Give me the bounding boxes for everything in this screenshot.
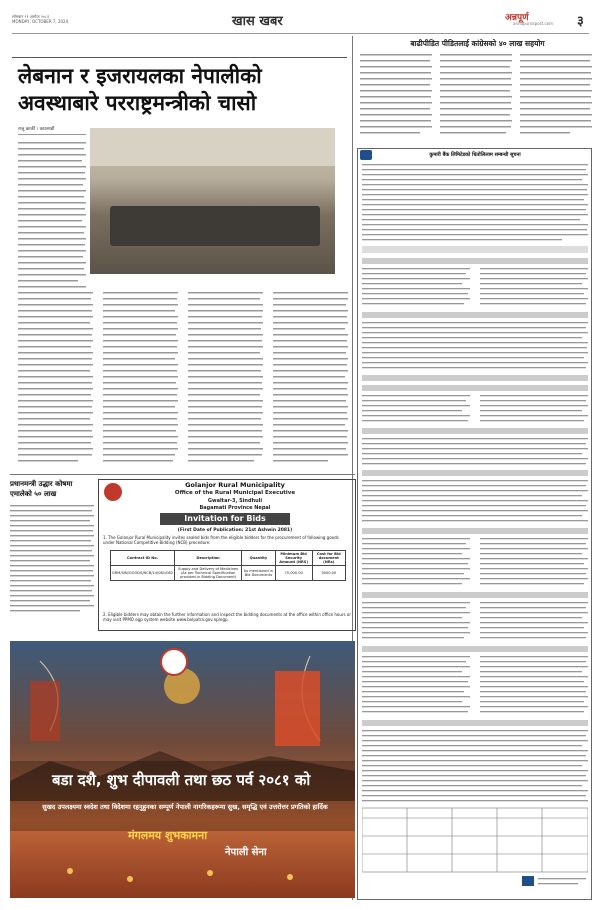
section-title: खास खबर (232, 14, 283, 29)
cell-cost: 3000.00 (312, 566, 345, 581)
short-headline: प्रधानमन्त्री उद्धार कोषमा एमालेको ५० लाख (10, 480, 73, 498)
notice-title: कुमारी बैंक लिमिटेडको धितोलिलाम सम्बन्धी सूचना (429, 152, 521, 158)
col-contract-id: Contract ID No. (111, 551, 175, 566)
ad-line2: सुखद उपलक्ष्यमा स्वदेश तथा विदेशमा रहनुहुनका सम्पूर्ण नेपाली नागरिकहरूमा सुख, समृद्धि एवं उत्तरोत्तर प्रगतिको हार्दिक (42, 803, 328, 811)
notice-body (362, 162, 588, 897)
lead-body-cols (18, 290, 348, 470)
divider (12, 57, 347, 58)
bid-table (110, 550, 346, 581)
cell-bid-security: 70,000.00 (275, 566, 312, 581)
table-row (111, 566, 346, 581)
army-emblem-icon (160, 648, 188, 676)
publication-date: (First Date of Publication: 21st Ashwin 2081) (177, 528, 293, 533)
ad-line4: नेपाली सेना (225, 847, 267, 858)
office-name: Office of the Rural Municipal Executive (174, 490, 296, 496)
municipality-name: Golanjor Rural Municipality (185, 481, 285, 489)
bid-para2: 2. Eligible bidders may obtain the further information and inspect the bidding documents at the office within office hours or may visit PPMO egp system website www.bolpatra.gov.np/egp. (103, 612, 351, 623)
address: Gwaltar-3, Sindhuli (207, 498, 263, 504)
cell-description: Supply and Delivery of Medicines (As per Technical Specification provided in Bidding Document) (175, 566, 242, 581)
province: Bagamati Province Nepal (199, 505, 271, 511)
col-bid-security: Minimum Bid Security Amount (NRS) (275, 551, 312, 566)
col-description: Description (175, 551, 242, 566)
logo: अन्नपूर्ण (505, 13, 529, 23)
cell-quantity: As mentioned in Bid Documents (242, 566, 276, 581)
lead-photo (90, 128, 335, 274)
ad-line1: बडा दशै, शुभ दीपावली तथा छठ पर्व २०८१ को (52, 771, 311, 789)
date-english: MONDAY, OCTOBER 7, 2024 (12, 19, 69, 24)
ad-line3: मंगलमय शुभकामना (128, 829, 208, 842)
divider (10, 474, 355, 475)
col-quantity: Quantity (242, 551, 276, 566)
cell-contract-id: GRM/SIN/GOODS/NCB/14/081/082 (111, 566, 175, 581)
short-story (10, 479, 96, 631)
lead-body-col1 (18, 140, 86, 290)
masthead-date (12, 14, 68, 24)
site-url[interactable]: annapurnapost.com (513, 21, 554, 26)
page-number: ३ (577, 14, 584, 29)
right-body (360, 52, 592, 140)
header-rule (12, 33, 589, 34)
lead-headline: लेबनान र इजरायलका नेपालीको अवस्थाबारे परराष्ट्रमन्त्रीको चासो (18, 63, 262, 115)
col-cost: Cost for Bid document (NRs) (312, 551, 345, 566)
bid-para1: 1. The Golanjor Rural Municipality invites sealed bids from the eligible bidders for the procurement of following goods under National Competitive Bidding (NCB) procedure: (103, 535, 339, 546)
lead-byline: राजु कार्की । काठमाडौं (18, 127, 55, 132)
bid-title: Invitation for Bids (160, 513, 290, 525)
date-nepali: सोमबार २१ असोज २०८१ (12, 14, 50, 19)
right-headline: बाढीपीडित पीडितलाई कांग्रेसको ४० लाख सहयोग (410, 39, 545, 48)
